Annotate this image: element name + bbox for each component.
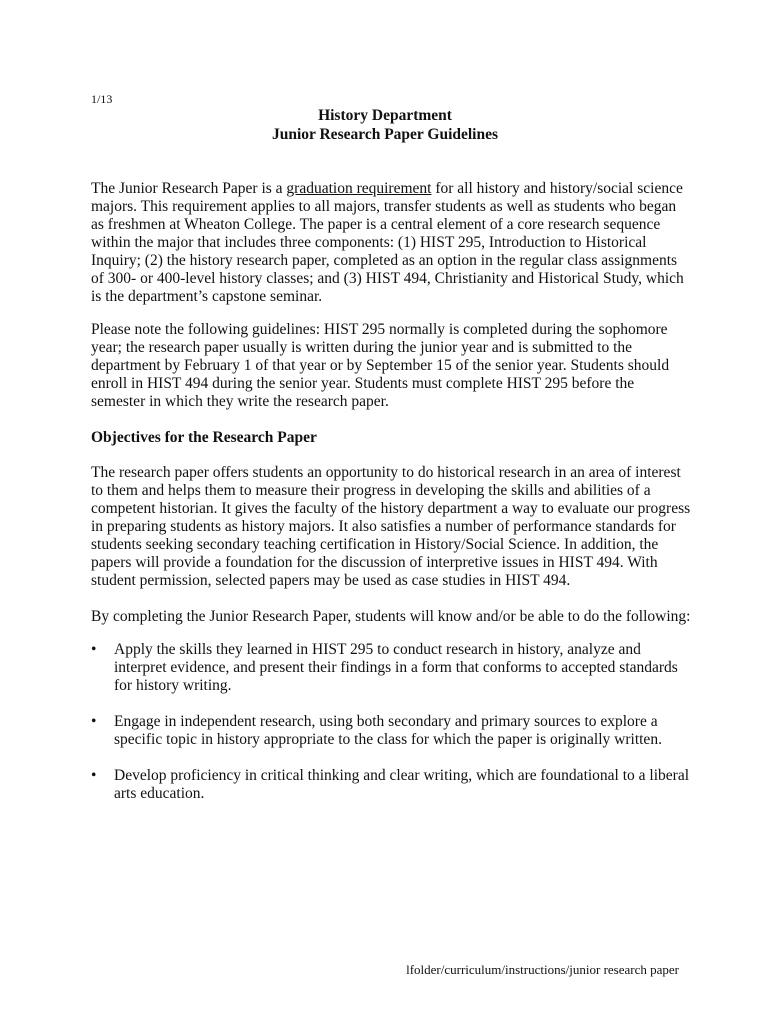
title-line-department: History Department: [318, 107, 452, 124]
list-item: [91, 641, 691, 695]
guidelines-paragraph: Please note the following guidelines: HIST 295 normally is completed during the sophomore year; the research paper usually is written during the junior year and is submitted to the department by February 1 of that year or by September 15 of the senior year. Students should enroll in HIST 494 during the senior year. Students must complete HIST 295 before the semester in which they write the research paper.: [91, 321, 670, 410]
footer-path: lfolder/curriculum/instructions/junior research paper: [406, 962, 679, 977]
page-number: 1/13: [91, 92, 113, 106]
bullet-icon: •: [91, 641, 97, 658]
objectives-heading: Objectives for the Research Paper: [91, 429, 317, 446]
completing-paragraph: By completing the Junior Research Paper, students will know and/or be able to do the following:: [91, 608, 691, 625]
list-item-text: Engage in independent research, using both secondary and primary sources to explore a specific topic in history appropriate to the class for which the paper is originally written.: [114, 713, 662, 748]
list-item: [91, 767, 691, 803]
intro-paragraph: [91, 180, 691, 306]
graduation-requirement-link[interactable]: graduation requirement: [286, 180, 432, 197]
list-item: [91, 713, 691, 749]
list-item-text: Apply the skills they learned in HIST 295 to conduct research in history, analyze and interpret evidence, and present their findings in a form that conforms to accepted standards for history writing.: [114, 641, 678, 694]
bullet-icon: •: [91, 767, 97, 784]
intro-rest: for all history and history/social science majors. This requirement applies to all majors, transfer students as well as students who began as freshmen at Wheaton College. The paper is a central element of a core research sequence within the major that includes three components: (1) HIST 295, Introduction to Historical Inquiry; (2) the history research paper, completed as an option in the regular class assignments of 300- or 400-level history classes; and (3) HIST 494, Christianity and Historical Study, which is the department’s capstone seminar.: [91, 180, 684, 305]
intro-lead: The Junior Research Paper is a: [91, 180, 287, 197]
objectives-paragraph: The research paper offers students an opportunity to do historical research in an area of interest to them and helps them to measure their progress in developing the skills and abilities of a competent historian. It gives the faculty of the history department a way to evaluate our progress in preparing students as history majors. It also satisfies a number of performance standards for students seeking secondary teaching certification in History/Social Science. In addition, the papers will provide a foundation for the discussion of interpretive issues in HIST 494. With student permission, selected papers may be used as case studies in HIST 494.: [91, 464, 691, 589]
bullet-icon: •: [91, 713, 97, 730]
objectives-list: [91, 641, 691, 803]
list-item-text: Develop proficiency in critical thinking and clear writing, which are foundational to a liberal arts education.: [114, 767, 690, 802]
document-title: [0, 106, 770, 144]
title-line-guidelines: Junior Research Paper Guidelines: [271, 126, 499, 143]
